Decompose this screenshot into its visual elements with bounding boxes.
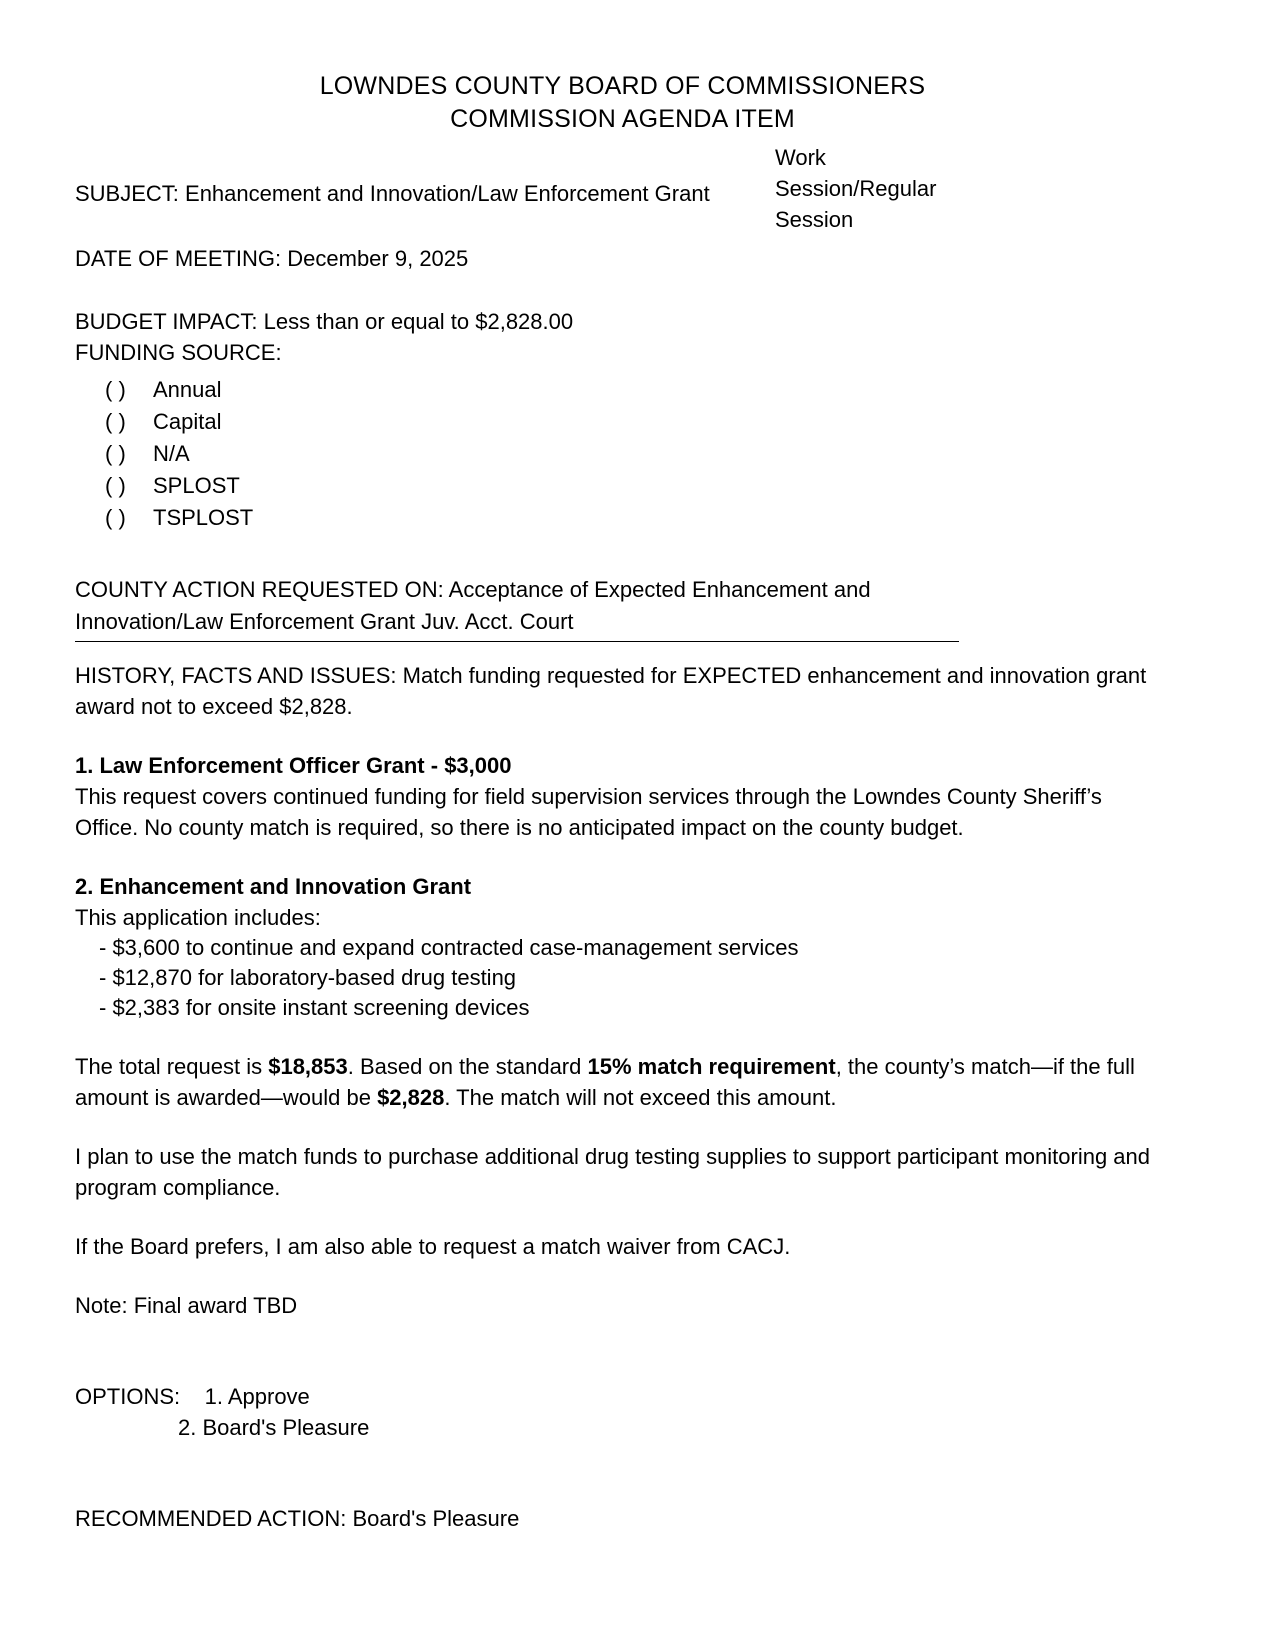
title-line-1: LOWNDES COUNTY BOARD OF COMMISSIONERS [319,72,926,100]
total-request-suffix: . The match will not exceed this amount. [444,1085,837,1110]
section-2-heading: 2. Enhancement and Innovation Grant [75,874,472,899]
session-type-block [775,142,990,235]
funding-source-label-annual: Annual [153,377,222,402]
subject-line: SUBJECT: Enhancement and Innovation/Law Enforcement Grant [75,181,710,206]
match-use-paragraph: I plan to use the match funds to purchase additional drug testing supplies to support participant monitoring and program compliance. [75,1144,1151,1200]
funding-source-label-na: N/A [153,441,190,466]
funding-source-list [75,374,1170,534]
county-action-line-1: COUNTY ACTION REQUESTED ON: Acceptance of Expected Enhancement and [75,577,871,602]
funding-source-label: FUNDING SOURCE: [75,340,282,365]
subject-and-session-row [75,145,1170,368]
option-1: 1. Approve [204,1384,310,1409]
options-block [75,1381,1170,1443]
checkbox-capital[interactable]: ( ) [105,409,126,434]
session-type-line-2: Session/Regular [775,176,937,201]
session-type-line-3: Session [775,207,854,232]
match-requirement-value: 15% match requirement [587,1054,836,1079]
funding-source-option-na[interactable] [105,438,1170,470]
checkbox-tsplost[interactable]: ( ) [105,505,126,530]
session-type-line-1: Work [775,145,826,170]
checkbox-splost[interactable]: ( ) [105,473,126,498]
total-request-prefix: The total request is [75,1054,269,1079]
list-item: - $2,383 for onsite instant screening devices [99,995,530,1020]
section-divider [75,641,959,642]
section-2-intro: This application includes: [75,905,321,930]
county-match-amount: $2,828 [377,1085,445,1110]
subject-date-budget-group [75,178,710,368]
section-1-body: This request covers continued funding for field supervision services through the Lowndes County Sheriff’s Office. No county match is required, so there is no anticipated impact on the county budget. [75,784,1102,840]
county-action-block [75,574,1170,642]
funding-source-label-capital: Capital [153,409,222,434]
date-of-meeting-line: DATE OF MEETING: December 9, 2025 [75,246,469,271]
funding-source-option-capital[interactable] [105,406,1170,438]
document-title [75,70,1170,136]
budget-impact-line: BUDGET IMPACT: Less than or equal to $2,828.00 [75,309,574,334]
funding-source-label-splost: SPLOST [153,473,240,498]
checkbox-na[interactable]: ( ) [105,441,126,466]
history-facts-block [75,660,1170,722]
funding-source-option-splost[interactable] [105,470,1170,502]
county-action-line-2: Innovation/Law Enforcement Grant Juv. Acct. Court [75,609,574,634]
options-first-row [75,1381,1170,1412]
total-request-middle-2: , the county’s match—if the full amount is awarded—would be [75,1054,1135,1110]
total-request-paragraph [75,1051,1170,1113]
total-request-amount: $18,853 [268,1054,348,1079]
checkbox-annual[interactable]: ( ) [105,377,126,402]
recommended-action-line: RECOMMENDED ACTION: Board's Pleasure [75,1506,520,1531]
total-request-middle: . Based on the standard [347,1054,588,1079]
section-1-heading: 1. Law Enforcement Officer Grant - $3,000 [75,753,512,778]
options-label: OPTIONS: [75,1384,181,1409]
waiver-paragraph: If the Board prefers, I am also able to request a match waiver from CACJ. [75,1234,791,1259]
option-2: 2. Board's Pleasure [178,1415,370,1440]
title-line-2: COMMISSION AGENDA ITEM [450,105,795,133]
funding-source-label-tsplost: TSPLOST [153,505,254,530]
section-2-item-list [75,933,1170,1023]
list-item: - $12,870 for laboratory-based drug testing [99,965,517,990]
funding-source-option-annual[interactable] [105,374,1170,406]
list-item: - $3,600 to continue and expand contracted case-management services [99,935,799,960]
history-facts-paragraph: HISTORY, FACTS AND ISSUES: Match funding requested for EXPECTED enhancement and innovation grant award not to exceed $2,828. [75,663,1147,719]
note-line: Note: Final award TBD [75,1293,298,1318]
funding-source-option-tsplost[interactable] [105,502,1170,534]
